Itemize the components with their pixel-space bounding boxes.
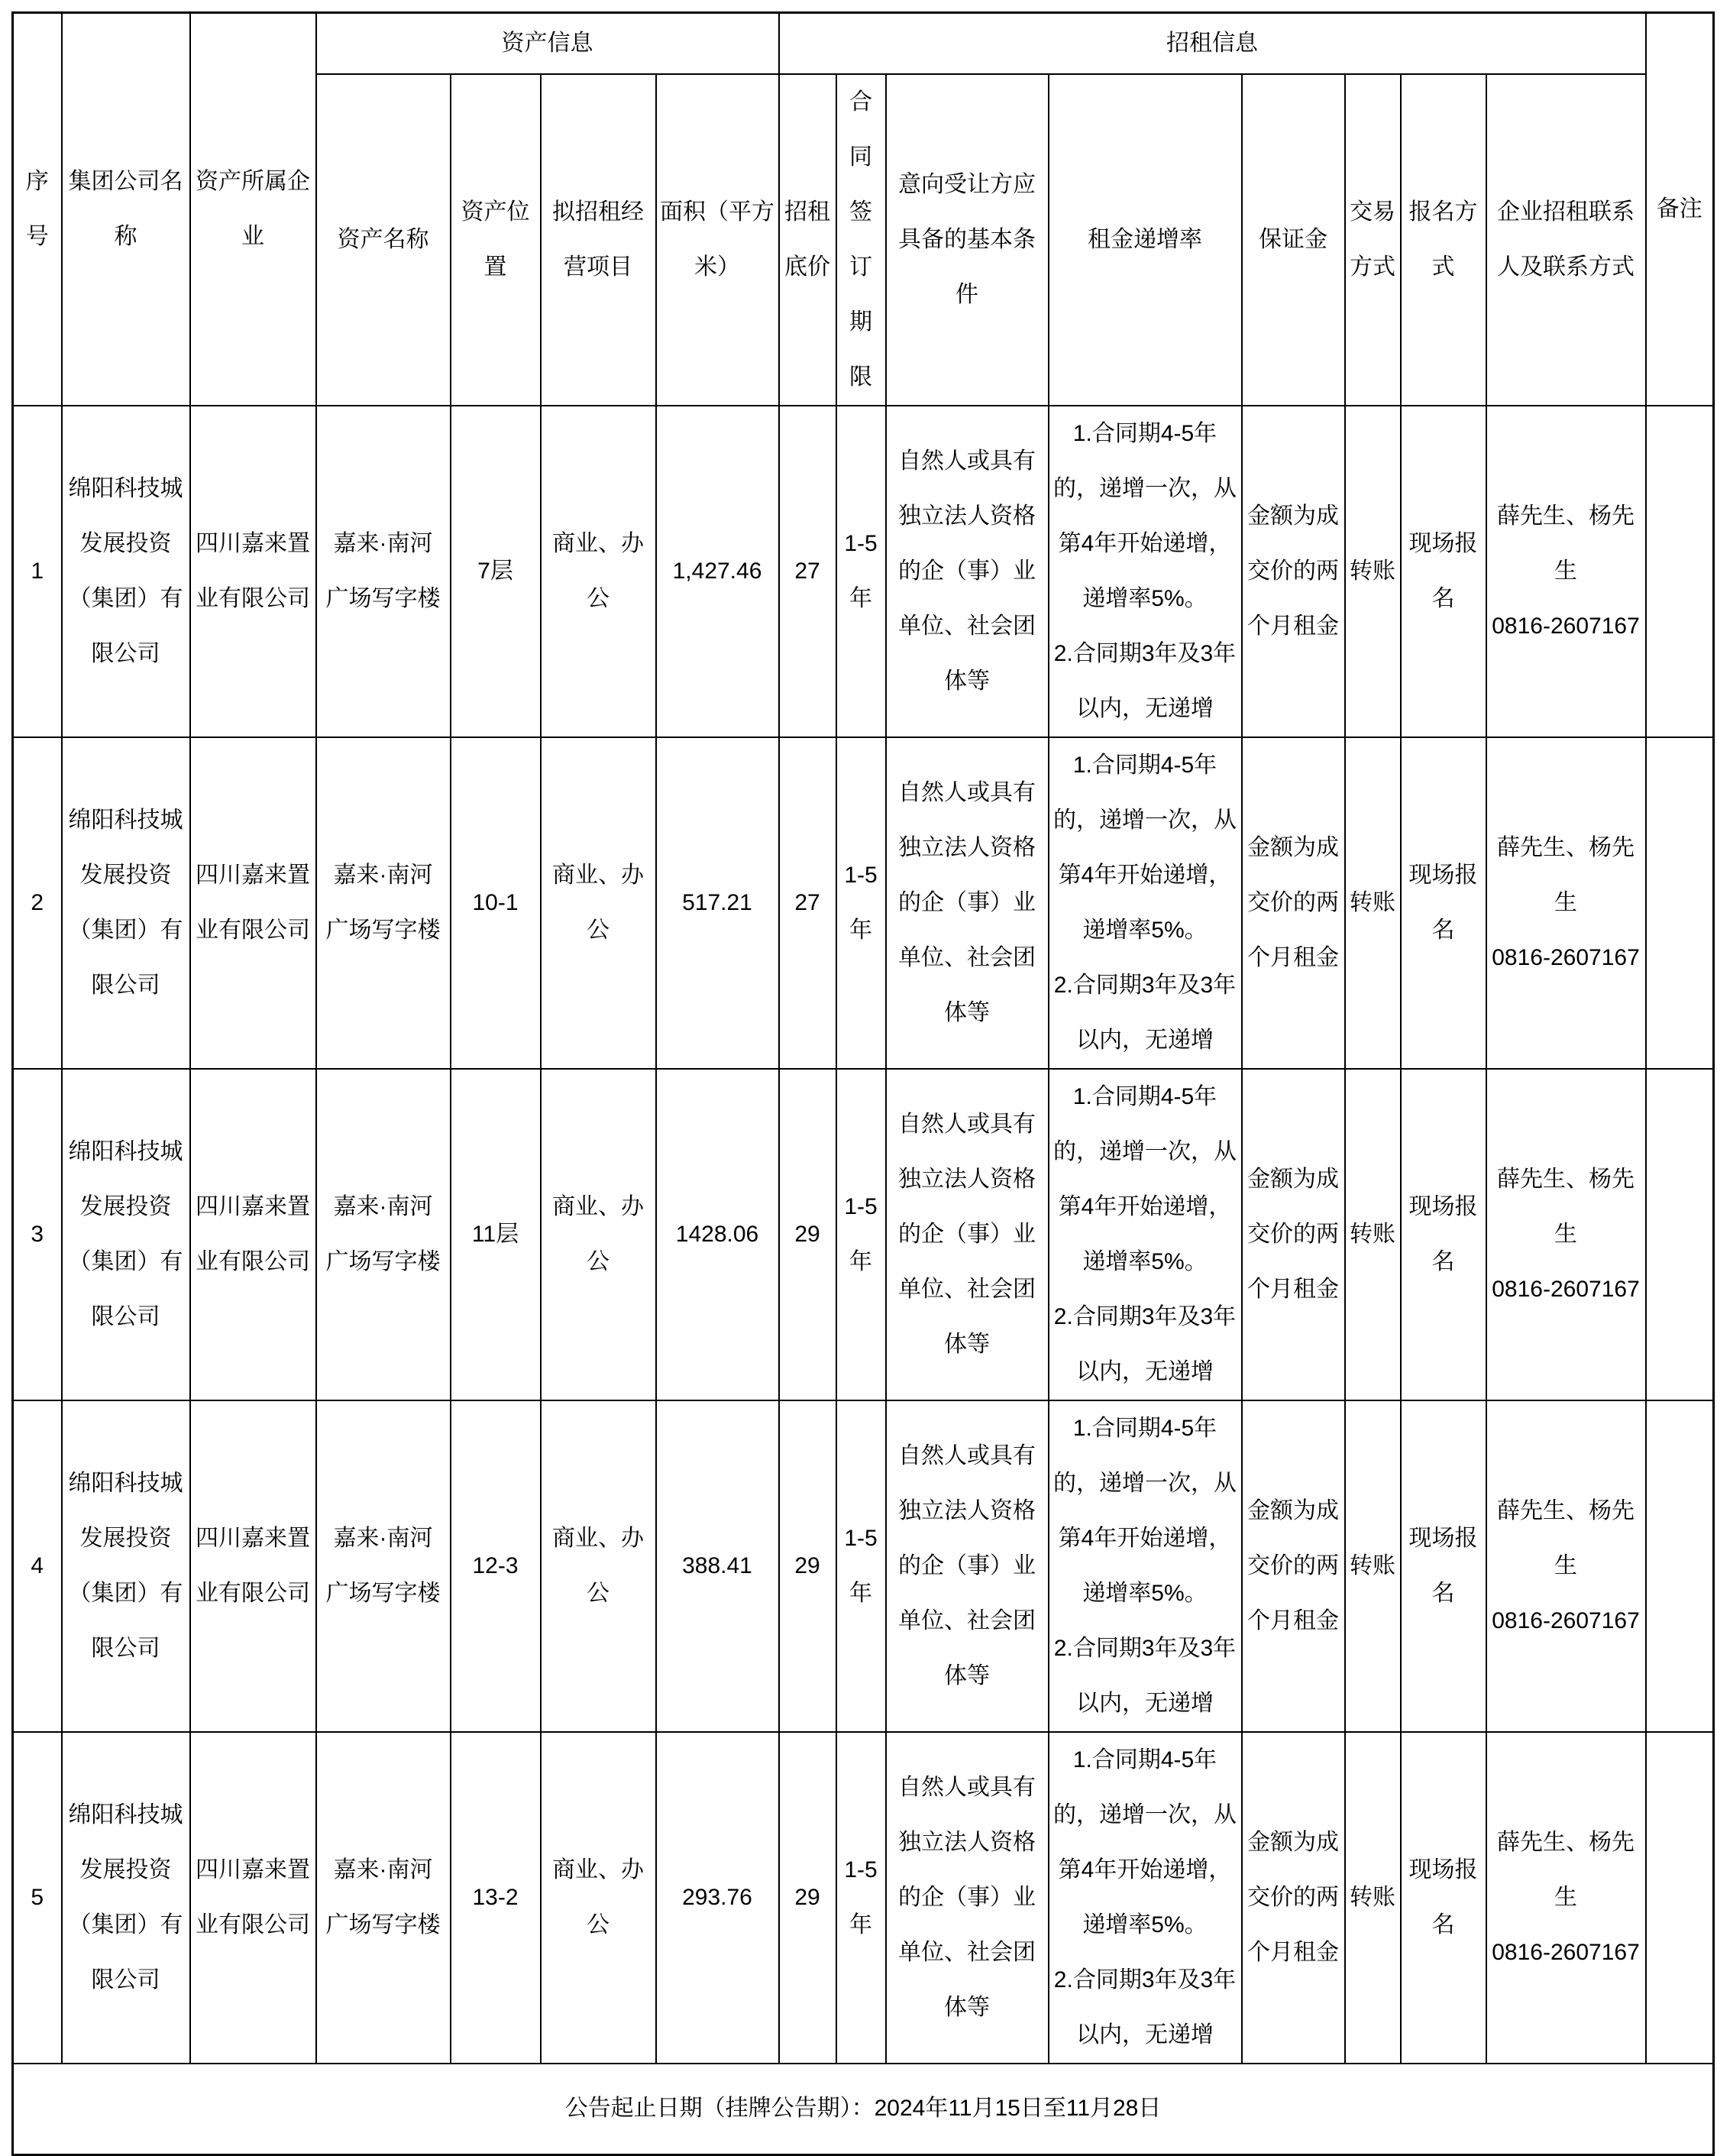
rent-increase-clause-1: 1.合同期4-5年的，递增一次，从第4年开始递增，递增率5%。	[1053, 752, 1237, 943]
cell-remark	[1646, 737, 1714, 1069]
cell-contract-term: 1-5年	[836, 1400, 886, 1732]
header-asset-name: 资产名称	[316, 74, 451, 406]
cell-deposit: 金额为成交价的两个月租金	[1242, 1400, 1345, 1732]
lease-announcement-table	[11, 11, 1715, 2156]
cell-seq: 5	[13, 1732, 62, 2064]
cell-transferee-conditions: 自然人或具有独立法人资格的企（事）业单位、社会团体等	[886, 406, 1049, 737]
cell-group-company: 绵阳科技城发展投资（集团）有限公司	[62, 1400, 190, 1732]
rent-increase-clause-1: 1.合同期4-5年的，递增一次，从第4年开始递增，递增率5%。	[1053, 420, 1237, 611]
rent-increase-clause-1: 1.合同期4-5年的，递增一次，从第4年开始递增，递增率5%。	[1053, 1746, 1237, 1937]
rent-increase-clause-2: 2.合同期3年及3年以内，无递增	[1053, 1967, 1237, 2048]
cell-registration-method: 现场报名	[1401, 406, 1486, 737]
cell-asset-owner: 四川嘉来置业有限公司	[190, 1069, 316, 1400]
cell-asset-name: 嘉来·南河广场写字楼	[316, 406, 451, 737]
cell-asset-location: 12-3	[451, 1400, 541, 1732]
cell-asset-owner: 四川嘉来置业有限公司	[190, 406, 316, 737]
header-transferee-conditions: 意向受让方应具备的基本条件	[886, 74, 1049, 406]
announcement-period-footer: 公告起止日期（挂牌公告期）：2024年11月15日至11月28日	[13, 2064, 1714, 2155]
header-contact: 企业招租联系人及联系方式	[1486, 74, 1646, 406]
header-registration-method: 报名方式	[1401, 74, 1486, 406]
header-rent-increase-rate: 租金递增率	[1049, 74, 1242, 406]
cell-contact	[1486, 737, 1646, 1069]
contact-names: 薛先生、杨先生	[1497, 834, 1635, 915]
header-business-items: 拟招租经营项目	[541, 74, 656, 406]
cell-asset-owner: 四川嘉来置业有限公司	[190, 1732, 316, 2064]
cell-transaction-method: 转账	[1345, 406, 1401, 737]
cell-seq: 1	[13, 406, 62, 737]
cell-rent-increase-rate	[1049, 737, 1242, 1069]
cell-contract-term: 1-5年	[836, 1732, 886, 2064]
table-row	[13, 1732, 1714, 2064]
cell-deposit: 金额为成交价的两个月租金	[1242, 406, 1345, 737]
cell-base-price: 29	[779, 1069, 836, 1400]
header-deposit: 保证金	[1242, 74, 1345, 406]
cell-area: 293.76	[656, 1732, 779, 2064]
cell-deposit: 金额为成交价的两个月租金	[1242, 1069, 1345, 1400]
header-area: 面积（平方米）	[656, 74, 779, 406]
cell-group-company: 绵阳科技城发展投资（集团）有限公司	[62, 1732, 190, 2064]
header-group-company: 集团公司名称	[62, 13, 190, 406]
cell-base-price: 27	[779, 406, 836, 737]
contact-names: 薛先生、杨先生	[1497, 1497, 1635, 1578]
cell-contact	[1486, 1732, 1646, 2064]
header-base-price: 招租底价	[779, 74, 836, 406]
contact-names: 薛先生、杨先生	[1497, 1166, 1635, 1247]
cell-group-company: 绵阳科技城发展投资（集团）有限公司	[62, 737, 190, 1069]
cell-asset-name: 嘉来·南河广场写字楼	[316, 737, 451, 1069]
cell-registration-method: 现场报名	[1401, 1400, 1486, 1732]
cell-contract-term: 1-5年	[836, 737, 886, 1069]
cell-asset-owner: 四川嘉来置业有限公司	[190, 737, 316, 1069]
rent-increase-clause-2: 2.合同期3年及3年以内，无递增	[1053, 1303, 1237, 1384]
cell-area: 1428.06	[656, 1069, 779, 1400]
cell-asset-location: 7层	[451, 406, 541, 737]
cell-deposit: 金额为成交价的两个月租金	[1242, 1732, 1345, 2064]
cell-deposit: 金额为成交价的两个月租金	[1242, 737, 1345, 1069]
cell-area: 517.21	[656, 737, 779, 1069]
header-asset-info-group: 资产信息	[316, 13, 779, 74]
cell-transaction-method: 转账	[1345, 1732, 1401, 2064]
cell-remark	[1646, 1069, 1714, 1400]
cell-area: 388.41	[656, 1400, 779, 1732]
contact-phone: 0816-2607167	[1492, 1276, 1640, 1302]
cell-group-company: 绵阳科技城发展投资（集团）有限公司	[62, 1069, 190, 1400]
cell-asset-name: 嘉来·南河广场写字楼	[316, 1069, 451, 1400]
cell-contact	[1486, 406, 1646, 737]
rent-increase-clause-2: 2.合同期3年及3年以内，无递增	[1053, 640, 1237, 721]
cell-group-company: 绵阳科技城发展投资（集团）有限公司	[62, 406, 190, 737]
cell-remark	[1646, 406, 1714, 737]
contact-phone: 0816-2607167	[1492, 1939, 1640, 1965]
cell-seq: 3	[13, 1069, 62, 1400]
cell-remark	[1646, 1400, 1714, 1732]
cell-business-items: 商业、办公	[541, 1400, 656, 1732]
rent-increase-clause-1: 1.合同期4-5年的，递增一次，从第4年开始递增，递增率5%。	[1053, 1415, 1237, 1606]
contact-names: 薛先生、杨先生	[1497, 503, 1635, 584]
cell-base-price: 29	[779, 1400, 836, 1732]
table-row	[13, 737, 1714, 1069]
contact-phone: 0816-2607167	[1492, 1607, 1640, 1633]
rent-increase-clause-2: 2.合同期3年及3年以内，无递增	[1053, 1635, 1237, 1716]
cell-base-price: 27	[779, 737, 836, 1069]
cell-business-items: 商业、办公	[541, 1732, 656, 2064]
cell-asset-location: 10-1	[451, 737, 541, 1069]
contact-names: 薛先生、杨先生	[1497, 1829, 1635, 1910]
table-row	[13, 1400, 1714, 1732]
cell-transaction-method: 转账	[1345, 1400, 1401, 1732]
contact-phone: 0816-2607167	[1492, 613, 1640, 639]
cell-business-items: 商业、办公	[541, 406, 656, 737]
cell-registration-method: 现场报名	[1401, 1069, 1486, 1400]
cell-transferee-conditions: 自然人或具有独立法人资格的企（事）业单位、社会团体等	[886, 1400, 1049, 1732]
table-row	[13, 406, 1714, 737]
rent-increase-clause-2: 2.合同期3年及3年以内，无递增	[1053, 972, 1237, 1053]
cell-base-price: 29	[779, 1732, 836, 2064]
cell-transferee-conditions: 自然人或具有独立法人资格的企（事）业单位、社会团体等	[886, 1069, 1049, 1400]
cell-area: 1,427.46	[656, 406, 779, 737]
header-lease-info-group: 招租信息	[779, 13, 1646, 74]
cell-rent-increase-rate	[1049, 1069, 1242, 1400]
rent-increase-clause-1: 1.合同期4-5年的，递增一次，从第4年开始递增，递增率5%。	[1053, 1083, 1237, 1274]
cell-rent-increase-rate	[1049, 1732, 1242, 2064]
cell-transferee-conditions: 自然人或具有独立法人资格的企（事）业单位、社会团体等	[886, 1732, 1049, 2064]
cell-contract-term: 1-5年	[836, 406, 886, 737]
contact-phone: 0816-2607167	[1492, 944, 1640, 970]
cell-registration-method: 现场报名	[1401, 1732, 1486, 2064]
cell-asset-name: 嘉来·南河广场写字楼	[316, 1732, 451, 2064]
cell-business-items: 商业、办公	[541, 737, 656, 1069]
cell-contract-term: 1-5年	[836, 1069, 886, 1400]
cell-asset-owner: 四川嘉来置业有限公司	[190, 1400, 316, 1732]
cell-contact	[1486, 1400, 1646, 1732]
cell-business-items: 商业、办公	[541, 1069, 656, 1400]
cell-transferee-conditions: 自然人或具有独立法人资格的企（事）业单位、社会团体等	[886, 737, 1049, 1069]
header-remark: 备注	[1646, 13, 1714, 406]
header-seq: 序号	[13, 13, 62, 406]
cell-registration-method: 现场报名	[1401, 737, 1486, 1069]
cell-seq: 4	[13, 1400, 62, 1732]
header-transaction-method: 交易方式	[1345, 74, 1401, 406]
cell-rent-increase-rate	[1049, 1400, 1242, 1732]
table-row	[13, 1069, 1714, 1400]
cell-transaction-method: 转账	[1345, 737, 1401, 1069]
cell-contact	[1486, 1069, 1646, 1400]
cell-asset-location: 13-2	[451, 1732, 541, 2064]
cell-asset-name: 嘉来·南河广场写字楼	[316, 1400, 451, 1732]
cell-asset-location: 11层	[451, 1069, 541, 1400]
header-contract-term: 合同签订期限	[836, 74, 886, 406]
header-asset-owner: 资产所属企业	[190, 13, 316, 406]
cell-seq: 2	[13, 737, 62, 1069]
cell-rent-increase-rate	[1049, 406, 1242, 737]
cell-transaction-method: 转账	[1345, 1069, 1401, 1400]
cell-remark	[1646, 1732, 1714, 2064]
header-asset-location: 资产位置	[451, 74, 541, 406]
